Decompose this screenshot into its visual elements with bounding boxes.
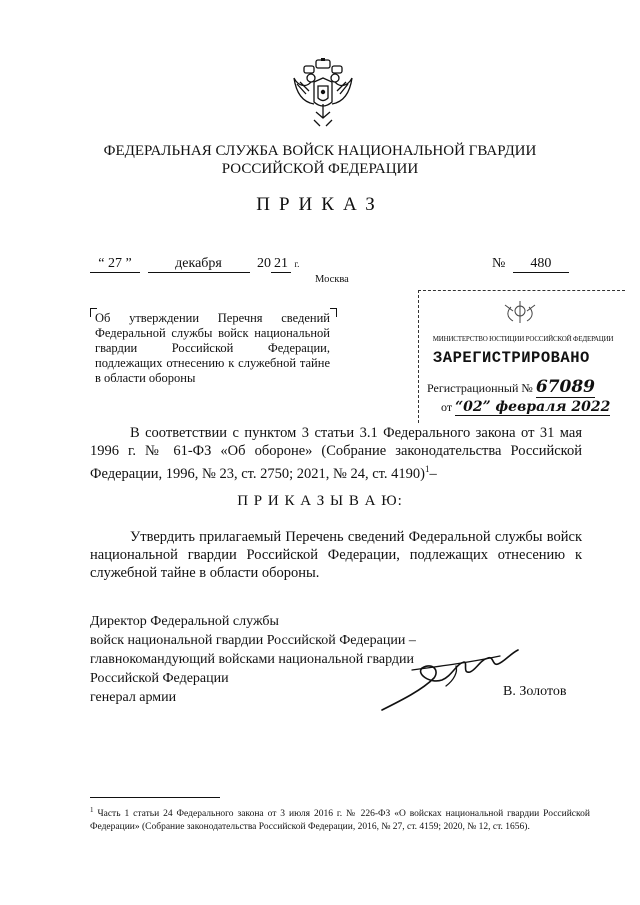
document-type-title: ПРИКАЗ xyxy=(256,194,384,215)
stamp-date-line xyxy=(441,399,610,415)
stamp-reg-label: Регистрационный № xyxy=(427,381,533,395)
order-subject: Об утверждении Перечня сведений Федеральной службы войск национальной гвардии Российской Федерации, подлежащих отнесению к служебной тайне в области обороны xyxy=(95,311,330,385)
stamp-emblem xyxy=(501,297,539,327)
signatory-title-line1: Директор Федеральной службы xyxy=(90,614,279,629)
footnote-reference: 1 xyxy=(425,464,430,474)
stamp-date: “02” февраля 2022 xyxy=(455,399,611,415)
stamp-registered: ЗАРЕГИСТРИРОВАНО xyxy=(433,349,590,367)
preamble-dash: – xyxy=(429,465,437,482)
footnote xyxy=(90,804,590,834)
organization-name-line2: РОССИЙСКОЙ ФЕДЕРАЦИИ xyxy=(221,161,419,177)
order-directive-word: П Р И К А З Ы В А Ю: xyxy=(237,493,403,509)
signatory-title-line5: генерал армии xyxy=(90,690,177,705)
preamble-text: В соответствии с пунктом 3 статьи 3.1 Федерального закона от 31 мая 1996 г. № 61-ФЗ «Об обороне» (Собрание законодательства Российской Федерации, 1996, № 23, ст. 2750; 2021, № 24, ст. 4190) xyxy=(90,425,582,482)
preamble-paragraph xyxy=(90,424,582,483)
order-number xyxy=(492,256,569,273)
city-name: Москва xyxy=(315,274,349,285)
subject-bracket-right xyxy=(330,308,337,317)
order-number-value: 480 xyxy=(513,256,569,273)
footnote-text: Часть 1 статьи 24 Федерального закона от 3 июля 2016 г. № 226-ФЗ «О войсках национальной гвардии Российской Федерации» (Собрание законодательства Российской Федерации, 2016, № 27, ст. 4159; 2020, № 12, ст. 1656). xyxy=(90,809,590,833)
close-quote: ” xyxy=(125,256,132,271)
handwritten-signature xyxy=(372,640,522,720)
date-year-prefix: 20 xyxy=(257,256,271,271)
stamp-from-label: от xyxy=(441,400,453,414)
order-date xyxy=(90,256,299,273)
date-year-abbr: г. xyxy=(294,259,300,269)
organization-name-line1: ФЕДЕРАЛЬНАЯ СЛУЖБА ВОЙСК НАЦИОНАЛЬНОЙ ГВАРДИИ xyxy=(103,143,537,159)
stamp-registration-line xyxy=(427,377,595,397)
date-year-suffix: 21 xyxy=(271,256,291,273)
open-quote: “ xyxy=(98,256,105,271)
stamp-ministry: МИНИСТЕРСТВО ЮСТИЦИИ РОССИЙСКОЙ ФЕДЕРАЦИИ xyxy=(432,335,614,343)
number-label: № xyxy=(492,256,506,271)
signatory-title-line3: главнокомандующий войсками национальной гвардии xyxy=(90,652,415,667)
directive-paragraph: Утвердить прилагаемый Перечень сведений Федеральной службы войск национальной гвардии Российской Федерации, подлежащих отнесению к служебной тайне в области обороны. xyxy=(90,529,582,581)
signatory-title-line2: войск национальной гвардии Российской Федерации – xyxy=(90,633,416,648)
stamp-reg-number: 67089 xyxy=(535,377,596,397)
signatory-title-line4: Российской Федерации xyxy=(90,671,229,686)
registration-stamp xyxy=(418,290,625,423)
footnote-separator xyxy=(90,797,220,798)
footnote-mark: 1 xyxy=(90,806,94,814)
date-month: декабря xyxy=(148,256,250,273)
signatory-name: В. Золотов xyxy=(503,684,567,699)
coat-of-arms-emblem xyxy=(292,58,354,130)
date-day-field xyxy=(90,256,140,273)
date-day: 27 xyxy=(108,256,122,271)
